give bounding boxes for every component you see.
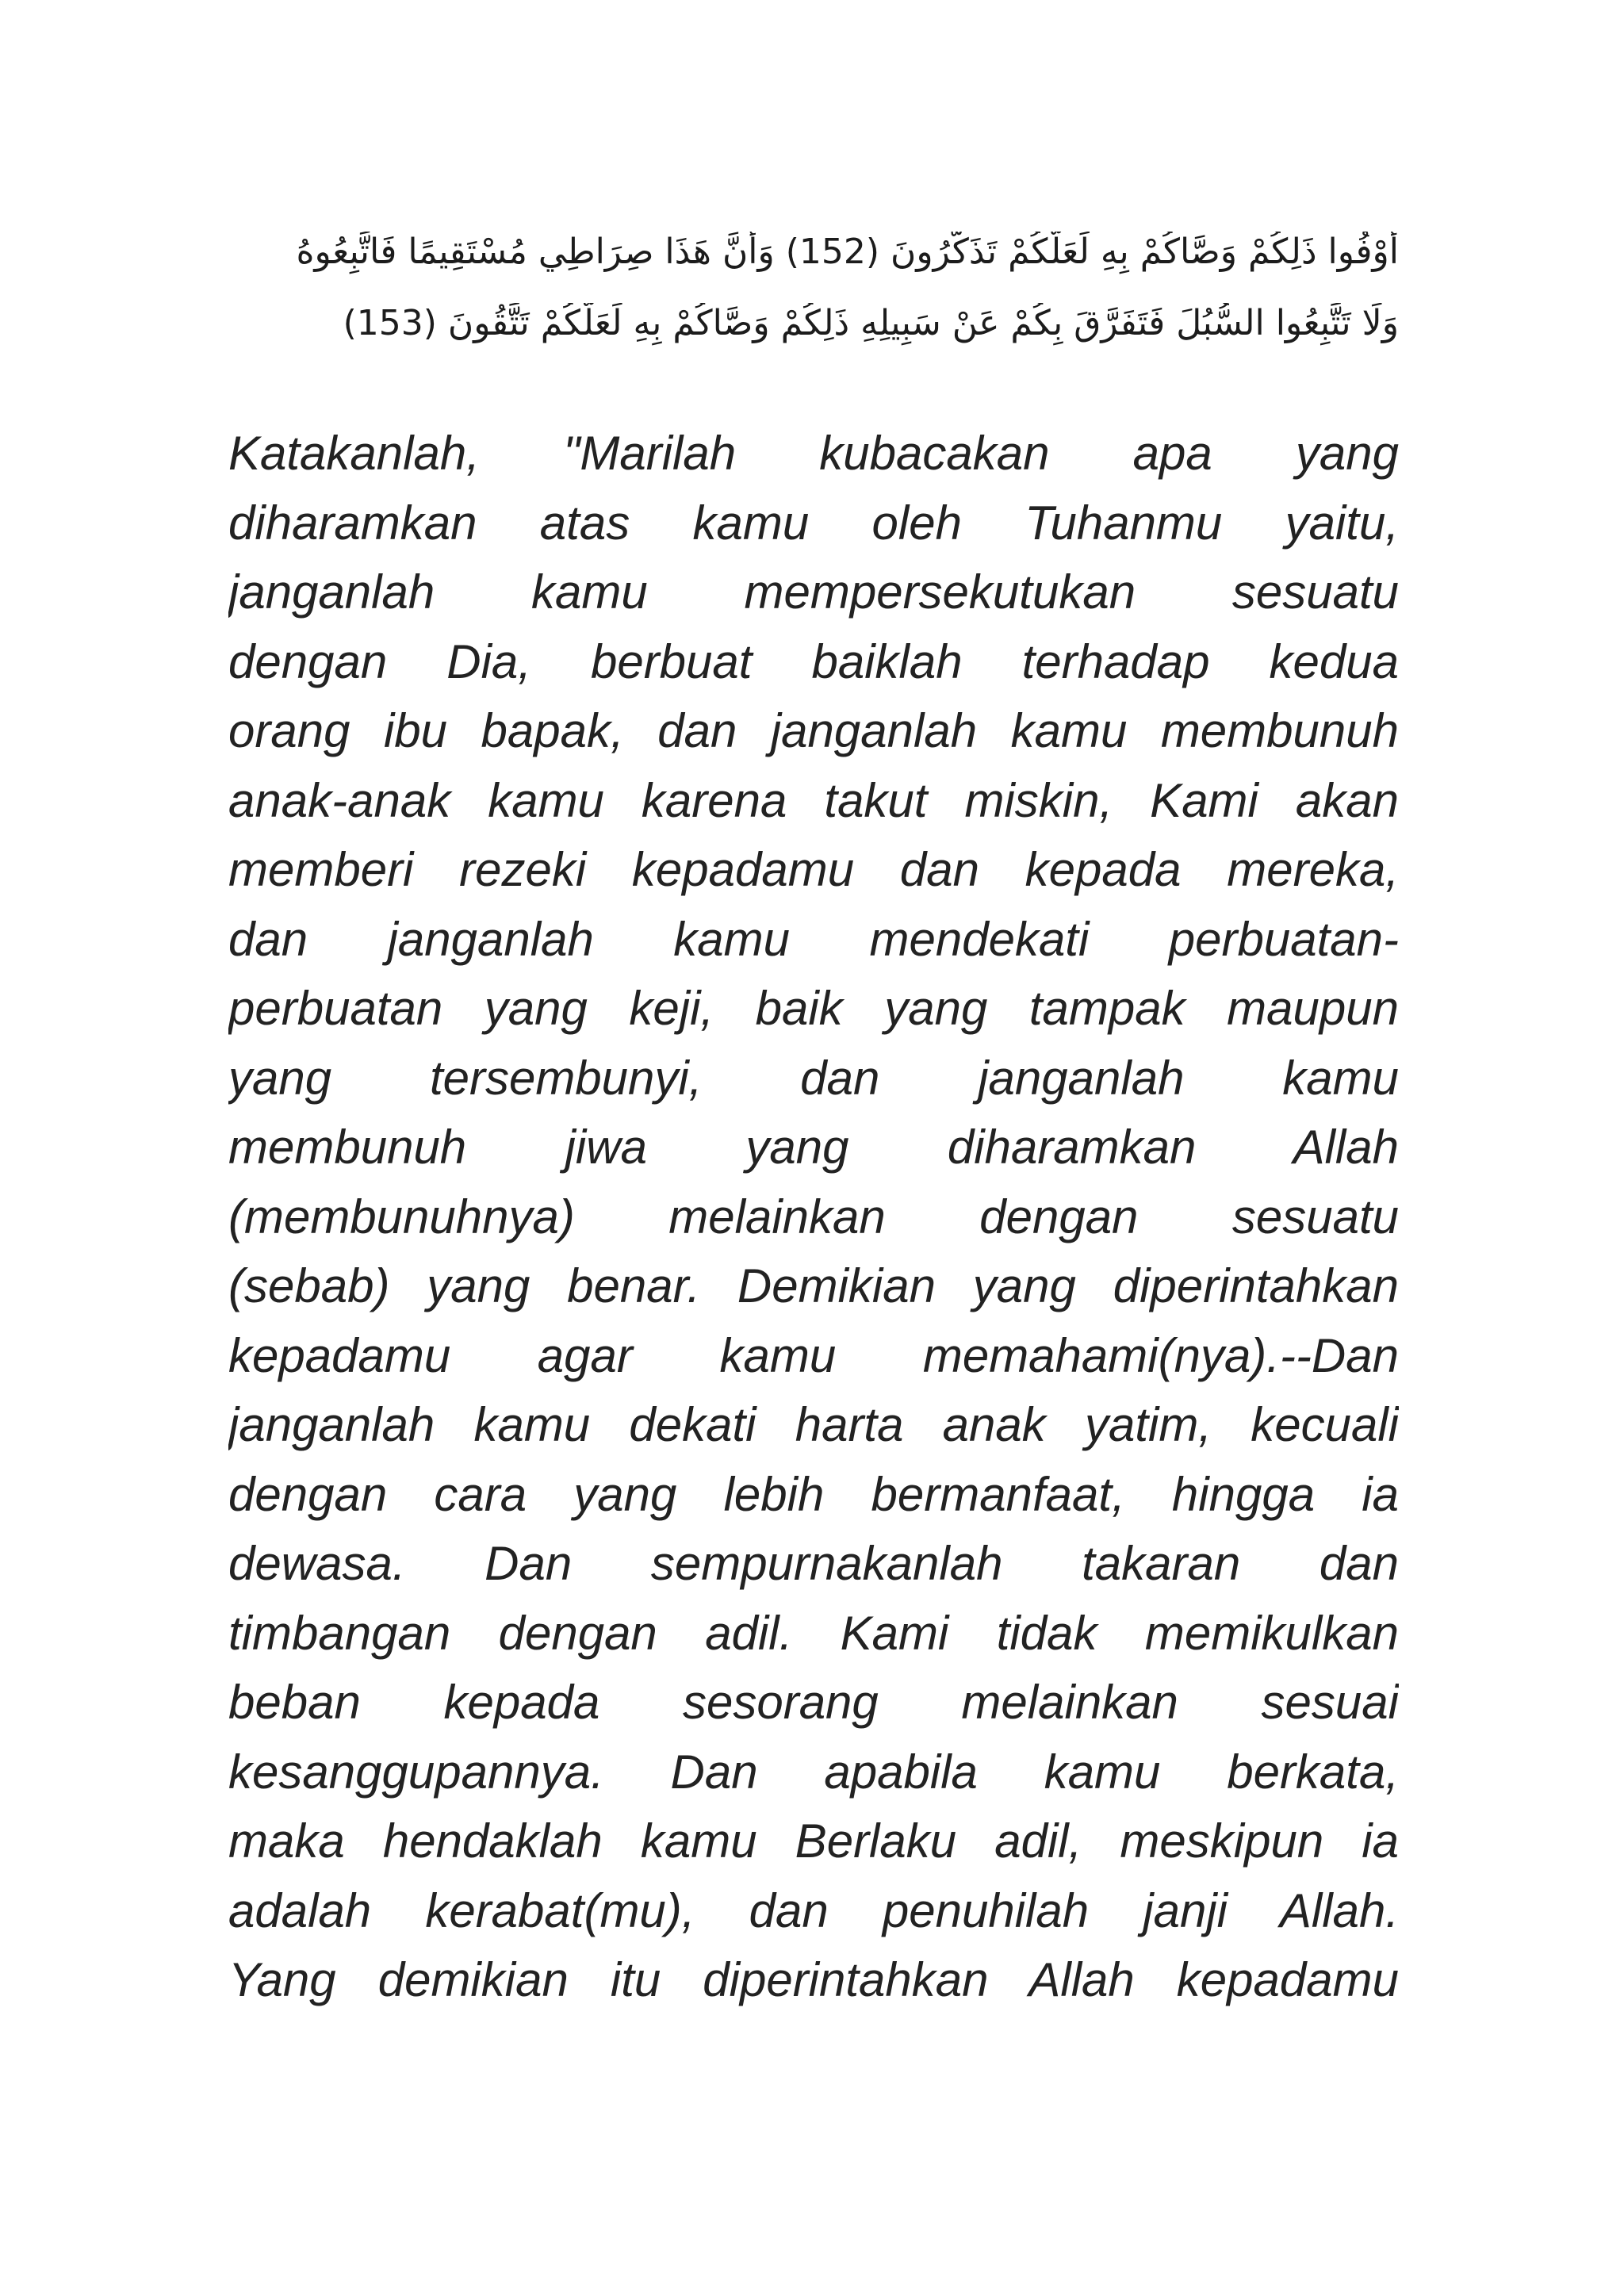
translation-line: (membunuhnya) melainkan dengan sesuatu [228,1190,1399,1243]
translation-line: dan janganlah kamu mendekati perbuatan- [228,912,1399,966]
translation-line: (sebab) yang benar. Demikian yang diperintahkan [228,1259,1399,1312]
translation-line: kepadamu agar kamu memahami(nya).--Dan [228,1328,1399,1382]
translation-line: janganlah kamu mempersekutukan sesuatu [228,565,1399,619]
arabic-verse-line-2: وَلَا تَتَّبِعُوا السُّبُلَ فَتَفَرَّقَ بِكُمْ عَنْ سَبِيلِهِ ذَلِكُمْ وَصَّاكُمْ بِهِ لَعَلَّكُمْ تَتَّقُونَ (153) [343,303,1399,343]
translation-line: Katakanlah, "Marilah kubacakan apa yang [228,427,1399,480]
translation-line: diharamkan atas kamu oleh Tuhanmu yaitu, [228,496,1399,550]
arabic-verse-block [228,232,1399,374]
arabic-verse-line-1: أَوْفُوا ذَلِكُمْ وَصَّاكُمْ بِهِ لَعَلَّكُمْ تَذَكَّرُونَ (152) وَأَنَّ هَذَا صِرَاطِي مُسْتَقِيمًا فَاتَّبِعُوهُ [296,232,1399,272]
translation-line: beban kepada sesorang melainkan sesuai [228,1676,1399,1729]
translation-line: Yang demikian itu diperintahkan Allah kepadamu [228,1953,1399,2006]
translation-line: orang ibu bapak, dan janganlah kamu membunuh [228,704,1399,757]
translation-line: dengan Dia, berbuat baiklah terhadap kedua [228,634,1399,688]
translation-line: dewasa. Dan sempurnakanlah takaran dan [228,1537,1399,1590]
translation-line: kesanggupannya. Dan apabila kamu berkata, [228,1745,1399,1799]
translation-line: perbuatan yang keji, baik yang tampak maupun [228,982,1399,1035]
translation-line: timbangan dengan adil. Kami tidak memikulkan [228,1606,1399,1660]
translation-line: anak-anak kamu karena takut miskin, Kami akan [228,773,1399,827]
translation-line: janganlah kamu dekati harta anak yatim, kecuali [228,1398,1399,1451]
translation-line: memberi rezeki kepadamu dan kepada mereka, [228,843,1399,896]
translation-line: adalah kerabat(mu), dan penuhilah janji Allah. [228,1883,1399,1937]
translation-line: membunuh jiwa yang diharamkan Allah [228,1121,1399,1174]
translation-line: dengan cara yang lebih bermanfaat, hingga ia [228,1467,1399,1521]
translation-paragraph [228,419,1399,2015]
translation-line: maka hendaklah kamu Berlaku adil, meskipun ia [228,1814,1399,1868]
translation-line: yang tersembunyi, dan janganlah kamu [228,1051,1399,1105]
